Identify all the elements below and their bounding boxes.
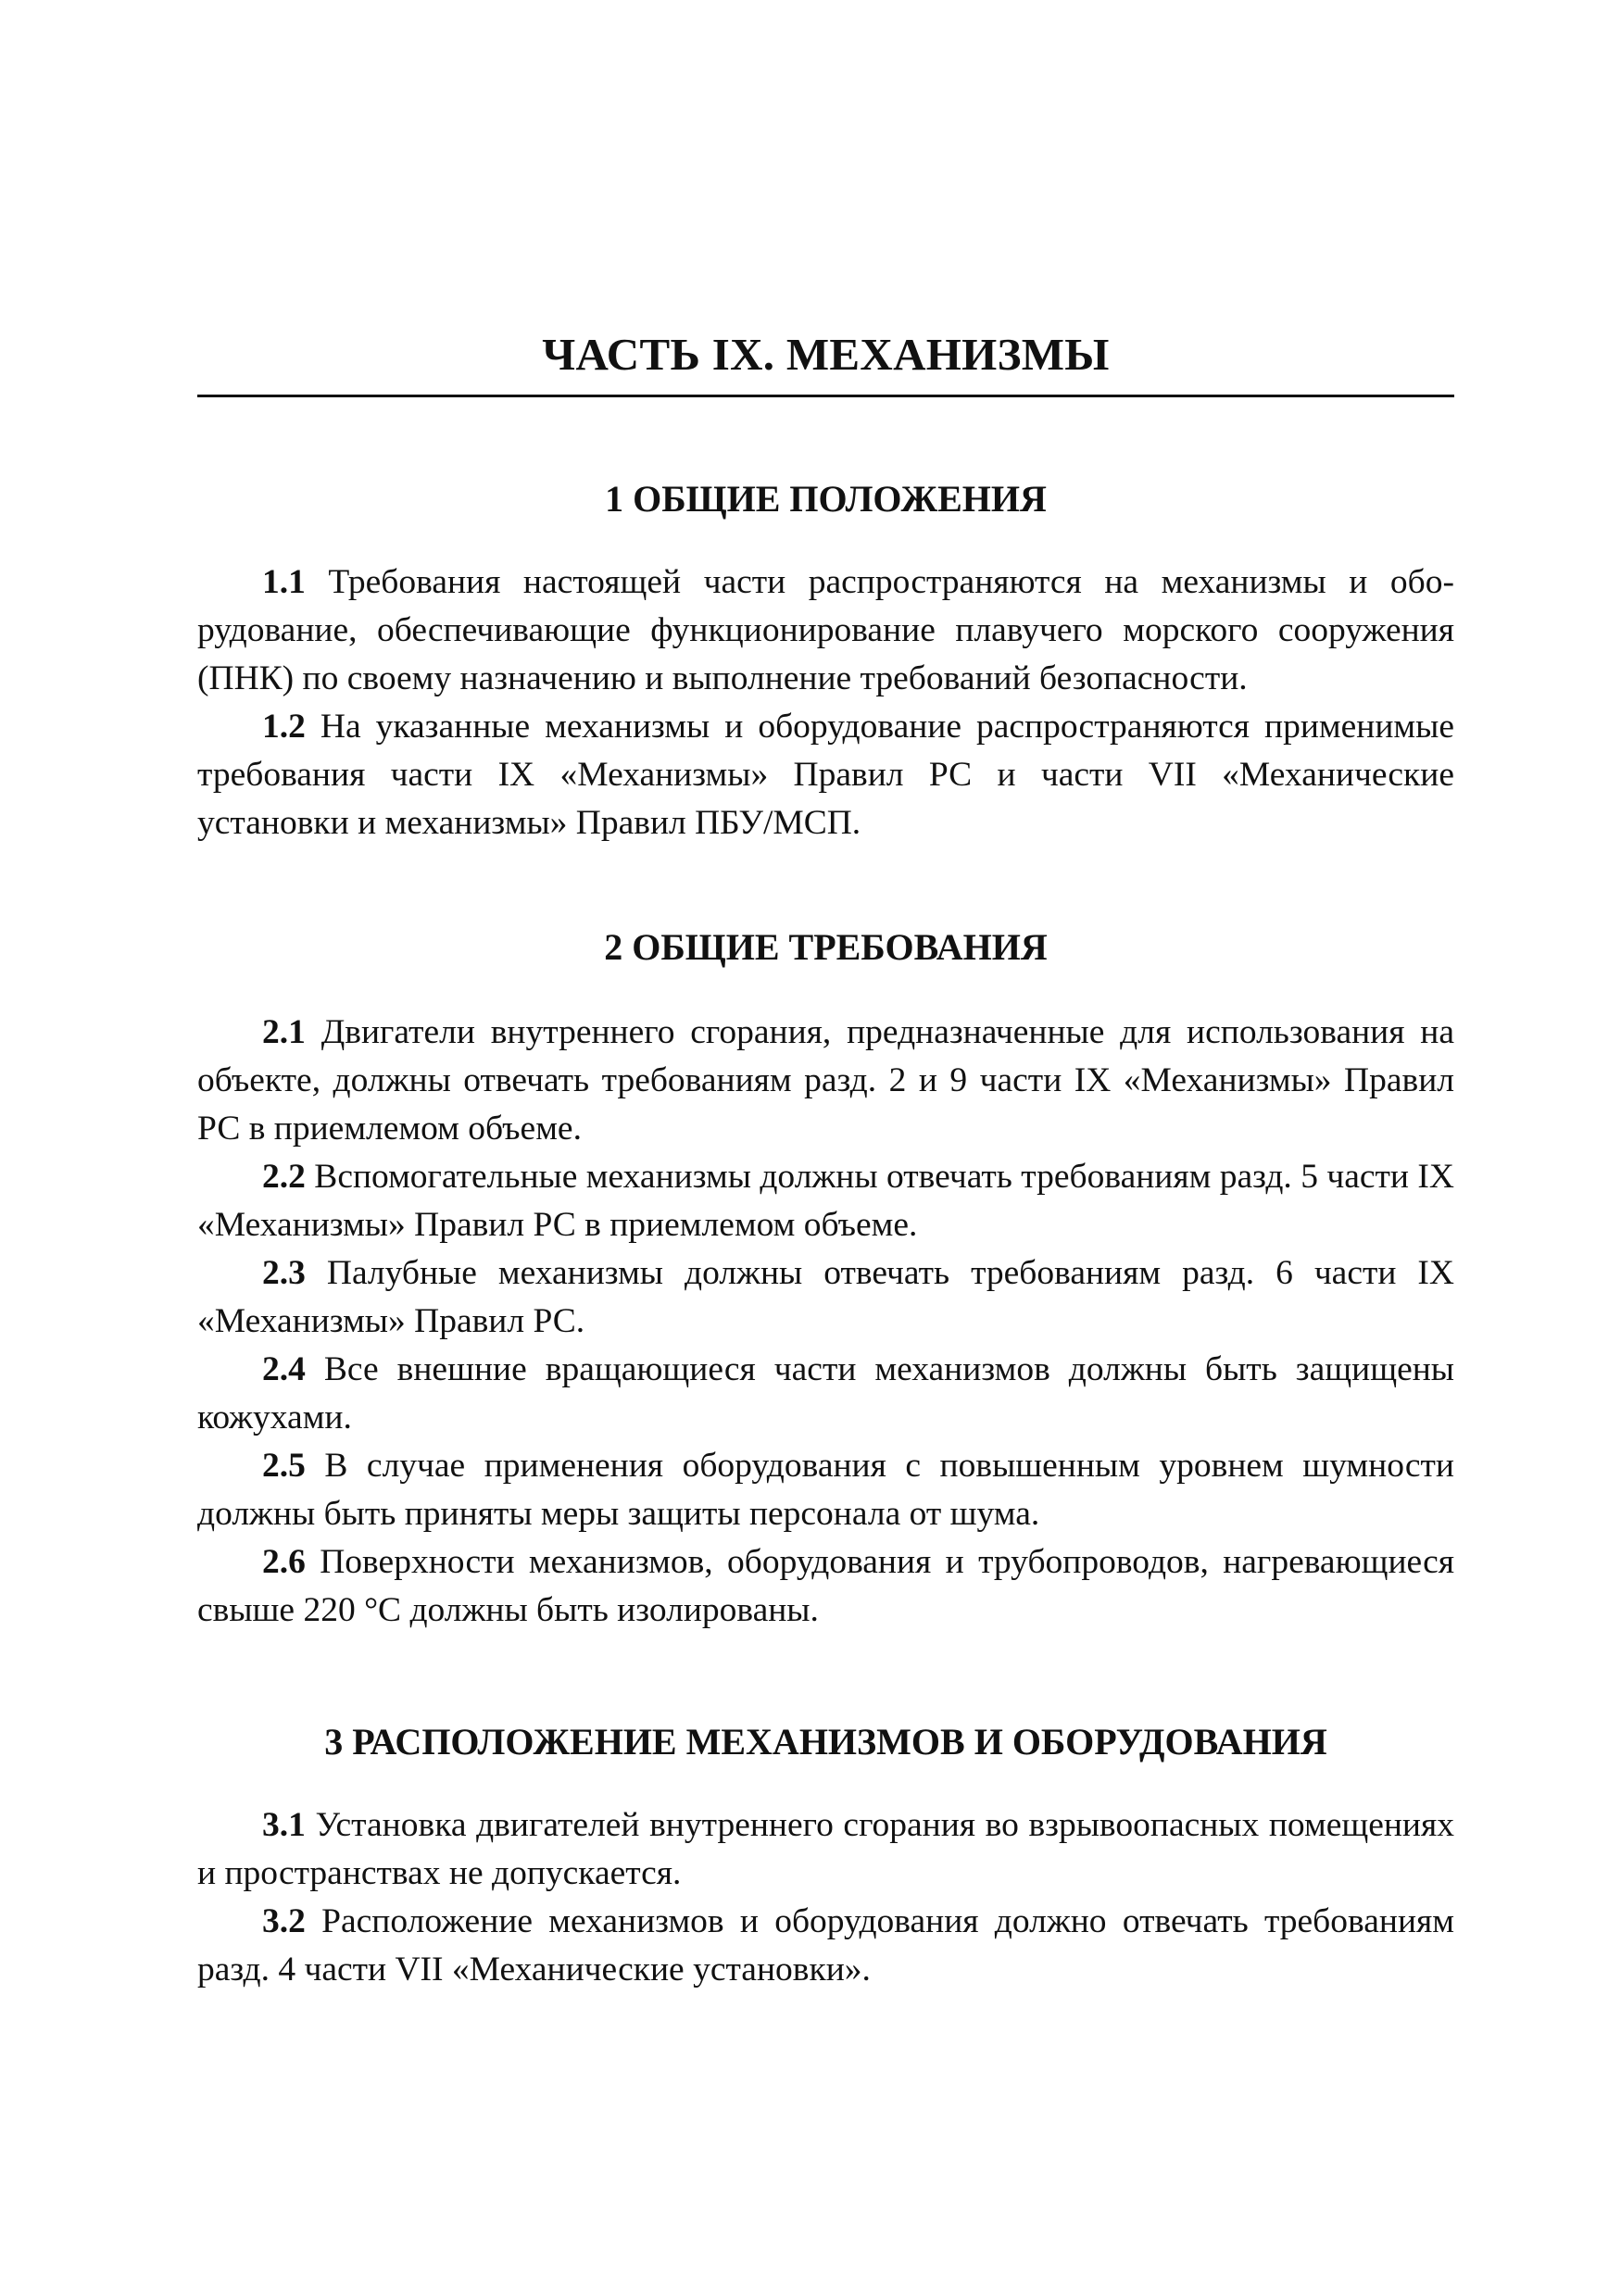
paragraph-2-6 bbox=[197, 1538, 1454, 1635]
paragraph-text: Поверхности механизмов, оборудования и трубопроводов, нагревающиеся свыше 220 °С должны быть изолированы. bbox=[197, 1543, 1454, 1629]
paragraph-number: 3.1 bbox=[262, 1806, 306, 1844]
paragraph-text: Двигатели внутреннего сгорания, предназначенные для использования на объекте, должны отвечать требованиям разд. 2 и 9 части IX «Механизмы» Правил РС в приемлемом объеме. bbox=[197, 1013, 1454, 1148]
section-title-1: 1 ОБЩИЕ ПОЛОЖЕНИЯ bbox=[605, 478, 1047, 520]
paragraph-number: 1.1 bbox=[262, 563, 306, 601]
paragraph-2-4 bbox=[197, 1346, 1454, 1442]
paragraph-text: Вспомогательные механизмы должны отвечать требованиям разд. 5 части IX «Механизмы» Правил РС в приемлемом объеме. bbox=[197, 1158, 1454, 1244]
part-title: ЧАСТЬ IX. МЕХАНИЗМЫ bbox=[542, 329, 1110, 380]
paragraph-text: Расположение механизмов и оборудования должно отвечать требованиям разд. 4 части VII «Механические установки». bbox=[197, 1902, 1454, 1989]
paragraph-2-1 bbox=[197, 1009, 1454, 1153]
paragraph-number: 2.3 bbox=[262, 1254, 306, 1292]
paragraph-1-1 bbox=[197, 558, 1454, 703]
paragraph-3-2 bbox=[197, 1898, 1454, 1994]
paragraph-number: 3.2 bbox=[262, 1902, 306, 1940]
paragraph-number: 2.1 bbox=[262, 1013, 306, 1051]
paragraph-text: Требования настоящей части распространяются на механизмы и оборудование, обеспечивающие функционирование плавучего морского сооружения (ПНК) по своему назначению и выполнение требований безопасности. bbox=[197, 563, 1454, 697]
paragraph-2-3 bbox=[197, 1249, 1454, 1346]
section-title-3: 3 РАСПОЛОЖЕНИЕ МЕХАНИЗМОВ И ОБОРУДОВАНИЯ bbox=[324, 1721, 1327, 1763]
paragraph-3-1 bbox=[197, 1801, 1454, 1898]
paragraph-text: На указанные механизмы и оборудование распространяются применимые требования части IX «Механизмы» Правил РС и части VII «Механические установки и механизмы» Правил ПБУ/МСП. bbox=[197, 708, 1454, 842]
page-content bbox=[197, 315, 1454, 1994]
section-title-2: 2 ОБЩИЕ ТРЕБОВАНИЯ bbox=[604, 926, 1048, 968]
title-rule bbox=[197, 395, 1454, 397]
paragraph-number: 2.5 bbox=[262, 1447, 306, 1485]
paragraph-text: Палубные механизмы должны отвечать требованиям разд. 6 части IX «Механизмы» Правил РС. bbox=[197, 1254, 1454, 1340]
paragraph-number: 1.2 bbox=[262, 708, 306, 746]
paragraph-number: 2.4 bbox=[262, 1350, 306, 1388]
paragraph-text: В случае применения оборудования с повышенным уровнем шумности должны быть приняты меры защиты персонала от шума. bbox=[197, 1447, 1454, 1533]
paragraph-text: Установка двигателей внутреннего сгорания во взрывоопасных помещениях и пространствах не допускается. bbox=[197, 1806, 1454, 1892]
paragraph-number: 2.6 bbox=[262, 1543, 306, 1581]
paragraph-1-2 bbox=[197, 703, 1454, 847]
paragraph-2-2 bbox=[197, 1153, 1454, 1249]
paragraph-text: Все внешние вращающиеся части механизмов должны быть защищены кожухами. bbox=[197, 1350, 1454, 1437]
paragraph-2-5 bbox=[197, 1442, 1454, 1538]
paragraph-number: 2.2 bbox=[262, 1158, 306, 1196]
